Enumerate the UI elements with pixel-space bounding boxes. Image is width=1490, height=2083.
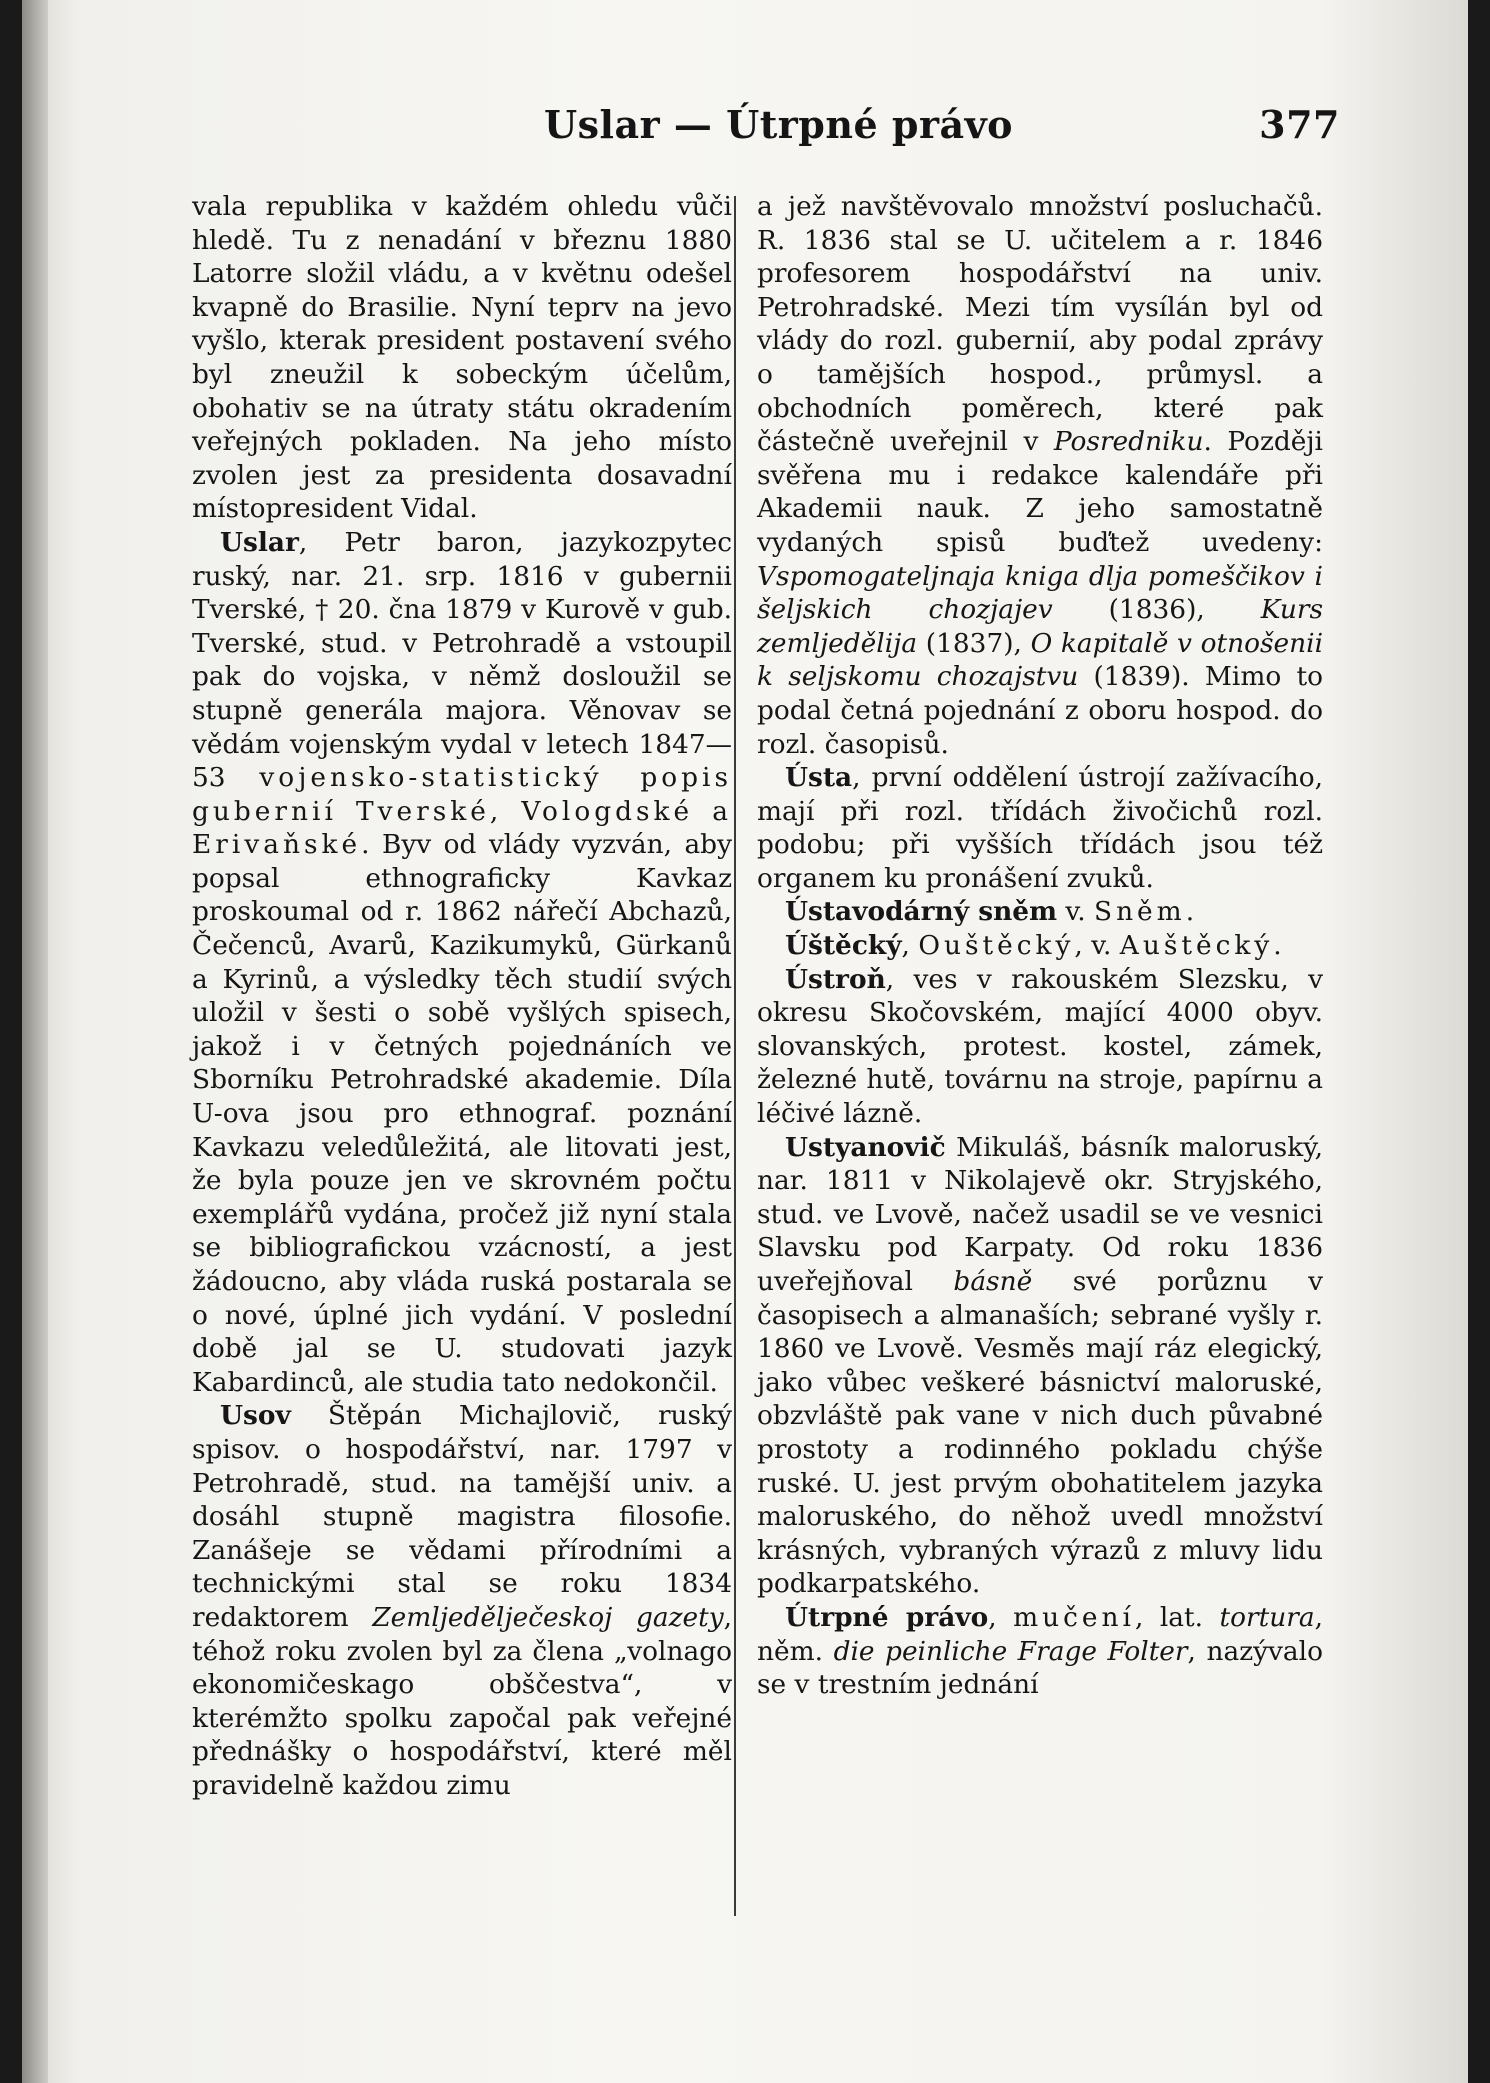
entry-usta bbox=[757, 761, 1323, 895]
entry-usov bbox=[192, 1399, 732, 1802]
italic-title: Zemljedělječeskoj gazety bbox=[372, 1601, 724, 1633]
headword-usta: Ústa bbox=[785, 762, 853, 794]
spaced-title: vojensko-statistický popis gubernií Tverské, Vologdské a Erivaňské bbox=[192, 762, 732, 861]
headword-ustavodarny-snem: Ústavodárný sněm bbox=[785, 896, 1058, 928]
entry-text: , bbox=[901, 930, 919, 962]
headword-ustyanovic: Ustyanovič bbox=[785, 1131, 946, 1163]
paragraph-continuation: vala republika v každém ohledu vůči hledě. Tu z nenadání v březnu 1880 Latorre složil vládu, a v květnu odešel kvapně do Brasilie. Nyní teprv na jevo vyšlo, kterak president postavení svého byl zneužil k sobeckým účelům, obohativ se na útraty státu okradením veřejných pokladen. Na jeho místo zvolen jest za presidenta dosavadní místopresident Vidal. bbox=[192, 191, 732, 525]
spaced-synonym: mučení bbox=[1013, 1601, 1135, 1633]
book-page bbox=[22, 0, 1468, 2083]
header-title: Uslar — Útrpné právo bbox=[544, 102, 1014, 147]
entry-text: , Petr baron, jazykozpytec ruský, nar. 21. srp. 1816 v gubernii Tverské, † 20. čna 1879 v Kurově v gub. Tverské, stud. v Petrohradě a vstoupil pak do vojska, v němž dosloužil se stupně generála majora. Věnovav se vědám vojenským vydal v letech 1847—53 bbox=[192, 526, 732, 794]
spaced-variant: Ouštěcký bbox=[918, 930, 1075, 962]
entry-text: , lat. bbox=[1134, 1601, 1220, 1633]
entry-text: (1837), bbox=[917, 627, 1031, 659]
entry-text: a jež navštěvovalo množství posluchačů. R. 1836 stal se U. učitelem a r. 1846 profesorem hospodářství na univ. Petrohradské. Mezi tím vysílán byl od vlády do rozl. gubernií, aby podal zprávy o tamějších hospod., průmysl. a obchodních poměrech, které pak částečně uveřejnil v bbox=[757, 191, 1323, 458]
page-spine-shadow bbox=[22, 0, 48, 2083]
italic-title: Posredniku bbox=[1053, 426, 1204, 458]
entry-text: . bbox=[1185, 896, 1195, 928]
italic-title: O kapitalě v otnošenii k seljskomu chozajstvu bbox=[757, 627, 1324, 693]
entry-text: Mikuláš, básník maloruský, nar. 1811 v Nikolajevě okr. Stryjského, stud. ve Lvově, načež usadil se ve vesnici Slavsku pod Karpaty. Od roku 1836 uveřejňoval bbox=[757, 1131, 1323, 1297]
entry-text: , ves v rakouském Slezsku, v okresu Skočovském, mající 4000 obyv. slovanských, protest. kostel, zámek, železné hutě, továrnu na stroje, papírnu a léčivé lázně. bbox=[757, 963, 1323, 1130]
entry-text: . Později svěřena mu i redakce kalendáře při Akademii nauk. Z jeho samostatně vydaných spisů buďtež uvedeny: bbox=[757, 426, 1323, 558]
paragraph-continuation bbox=[757, 190, 1323, 761]
entry-uslar bbox=[192, 526, 732, 1399]
entry-text: . Byv od vlády vyzván, aby popsal ethnograficky Kavkaz proskoumal od r. 1862 nářečí Abchazů, Čečenců, Avarů, Kazikumyků, Gürkanů a Kyrinů, a výsledky těch studií svých uložil v šesti o sobě vyšlých spisech, jakož i v četných pojednáních ve Sborníku Petrohradské akademie. Díla U-ova jsou pro ethnograf. poznání Kavkazu veledůležitá, ale litovati jest, že byla pouze jen ve skrovném počtu exemplářů vydána, pročež již nyní stala se bibliografickou vzácností, a jest žádoucno, aby vláda ruská postarala se o nové, úplné jich vydání. V poslední době jal se U. studovati jazyk Kabardinců, ale studia tato nedokončil. bbox=[192, 829, 732, 1398]
cross-reference: Sněm bbox=[1093, 896, 1186, 928]
entry-text: své porůznu v časopisech a almanaších; sebrané vyšly r. 1860 ve Lvově. Vesměs mají ráz elegický, jako vůbec veškeré básnictví maloruské, obzvláště pak vane v nich duch půvabné prostoty a rodinného pokladu chýše ruské. U. jest prvým obohatitelem jazyka maloruského, do něhož uvedl množství krásných, vybraných výrazů z mluvy lidu podkarpatského. bbox=[757, 1266, 1323, 1600]
entry-text: , něm. bbox=[757, 1601, 1323, 1667]
headword-usov: Usov bbox=[220, 1400, 291, 1432]
entry-text: Štěpán Michajlovič, ruský spisov. o hospodářství, nar. 1797 v Petrohradě, stud. na tamější univ. a dosáhl stupně magistra filosofie. Zanášeje se vědami přírodními a technickými stal se roku 1834 redaktorem bbox=[192, 1400, 732, 1633]
running-header bbox=[22, 96, 1468, 156]
headword-utrpne-pravo: Útrpné právo bbox=[785, 1601, 989, 1633]
entry-text: , v. bbox=[1074, 930, 1120, 962]
entry-ustron bbox=[757, 963, 1323, 1131]
entry-text: (1836), bbox=[1052, 594, 1261, 626]
entry-utrpne-pravo bbox=[757, 1601, 1323, 1702]
left-column bbox=[192, 190, 732, 1803]
entry-ustyanovic bbox=[757, 1131, 1323, 1601]
italic-title: Vspomogateljnaja kniga dlja pomeščikov i šeljskich chozjajev bbox=[757, 560, 1323, 626]
page-number: 377 bbox=[1259, 102, 1340, 147]
cross-reference: Auštěcký bbox=[1119, 930, 1274, 962]
italic-latin: tortura bbox=[1219, 1601, 1315, 1633]
italic-german: die peinliche Frage Folter bbox=[833, 1635, 1188, 1667]
italic-title: Kurs zemljedělija bbox=[757, 594, 1324, 659]
column-divider bbox=[734, 196, 736, 1916]
entry-text: , nazývalo se v trestním jednání bbox=[757, 1635, 1323, 1701]
headword-ustron: Ústroň bbox=[785, 963, 886, 995]
italic-word: básně bbox=[953, 1266, 1033, 1297]
entry-text: , téhož roku zvolen byl za člena „volnago ekonomičeskago obščestva“, v kterémžto spolku započal pak veřejné přednášky o hospodářství, které měl pravidelně každou zimu bbox=[192, 1601, 733, 1801]
entry-text: (1839). Mimo to podal četná pojednání z oboru hospod. do rozl. časopisů. bbox=[757, 661, 1323, 760]
entry-text: , bbox=[988, 1601, 1014, 1633]
entry-text: , první oddělení ústrojí zažívacího, mají při rozl. třídách živočichů rozl. podobu; při vyšších třídách jsou též organem ku pronášení zvuků. bbox=[757, 762, 1323, 894]
headword-uslar: Uslar bbox=[220, 526, 299, 558]
entry-text: . bbox=[1273, 930, 1282, 962]
entry-text: v. bbox=[1057, 896, 1094, 928]
headword-ustecky: Úštěcký bbox=[785, 930, 902, 962]
right-column bbox=[757, 190, 1323, 1702]
entry-ustavodarny-snem bbox=[757, 895, 1323, 929]
entry-ustecky bbox=[757, 929, 1323, 963]
